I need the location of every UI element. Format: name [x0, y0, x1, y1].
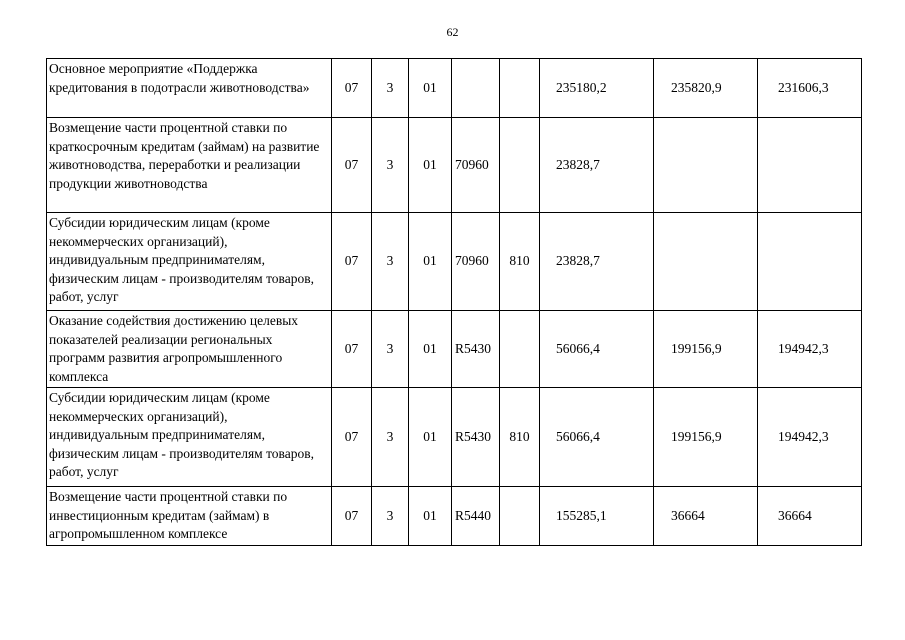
target-code: 70960 [452, 118, 500, 213]
table-row [47, 213, 862, 311]
target-code [452, 59, 500, 118]
target-code: R5430 [452, 311, 500, 388]
row-name: Возмещение части процентной ставки по краткосрочным кредитам (займам) на развитие животноводства, переработки и реализации продукции животноводства [47, 118, 332, 213]
budget-table [46, 58, 862, 546]
table-row [47, 59, 862, 118]
amount-year-3 [758, 213, 862, 311]
amount-year-1: 155285,1 [540, 487, 654, 546]
subprogram-code: 3 [372, 118, 409, 213]
table-row [47, 118, 862, 213]
target-code: R5430 [452, 388, 500, 487]
expense-type-code [500, 59, 540, 118]
subprogram-code: 3 [372, 311, 409, 388]
subprogram-code: 3 [372, 213, 409, 311]
row-name: Субсидии юридическим лицам (кроме некоммерческих организаций), индивидуальным предпринимателям, физическим лицам - производителям товаров, работ, услуг [47, 213, 332, 311]
section-code: 07 [332, 118, 372, 213]
event-code: 01 [409, 118, 452, 213]
subprogram-code: 3 [372, 59, 409, 118]
amount-year-1: 56066,4 [540, 388, 654, 487]
amount-year-2: 199156,9 [654, 388, 758, 487]
expense-type-code: 810 [500, 388, 540, 487]
expense-type-code [500, 487, 540, 546]
section-code: 07 [332, 59, 372, 118]
amount-year-3: 231606,3 [758, 59, 862, 118]
amount-year-2: 235820,9 [654, 59, 758, 118]
section-code: 07 [332, 487, 372, 546]
subprogram-code: 3 [372, 388, 409, 487]
amount-year-1: 235180,2 [540, 59, 654, 118]
amount-year-2 [654, 118, 758, 213]
amount-year-3: 194942,3 [758, 388, 862, 487]
subprogram-code: 3 [372, 487, 409, 546]
table-row [47, 487, 862, 546]
amount-year-1: 23828,7 [540, 118, 654, 213]
amount-year-2: 199156,9 [654, 311, 758, 388]
amount-year-2 [654, 213, 758, 311]
event-code: 01 [409, 311, 452, 388]
amount-year-3: 36664 [758, 487, 862, 546]
expense-type-code [500, 118, 540, 213]
table-row [47, 311, 862, 388]
amount-year-3: 194942,3 [758, 311, 862, 388]
expense-type-code [500, 311, 540, 388]
event-code: 01 [409, 213, 452, 311]
event-code: 01 [409, 59, 452, 118]
section-code: 07 [332, 213, 372, 311]
row-name: Субсидии юридическим лицам (кроме некоммерческих организаций), индивидуальным предпринимателям, физическим лицам - производителям товаров, работ, услуг [47, 388, 332, 487]
event-code: 01 [409, 487, 452, 546]
amount-year-1: 56066,4 [540, 311, 654, 388]
event-code: 01 [409, 388, 452, 487]
target-code: R5440 [452, 487, 500, 546]
amount-year-1: 23828,7 [540, 213, 654, 311]
target-code: 70960 [452, 213, 500, 311]
row-name: Оказание содействия достижению целевых показателей реализации региональных программ развития агропромышленного комплекса [47, 311, 332, 388]
row-name: Возмещение части процентной ставки по инвестиционным кредитам (займам) в агропромышленном комплексе [47, 487, 332, 546]
table-row [47, 388, 862, 487]
amount-year-2: 36664 [654, 487, 758, 546]
expense-type-code: 810 [500, 213, 540, 311]
page-number: 62 [446, 25, 459, 39]
row-name: Основное мероприятие «Поддержка кредитования в подотрасли животноводства» [47, 59, 332, 118]
section-code: 07 [332, 311, 372, 388]
section-code: 07 [332, 388, 372, 487]
amount-year-3 [758, 118, 862, 213]
